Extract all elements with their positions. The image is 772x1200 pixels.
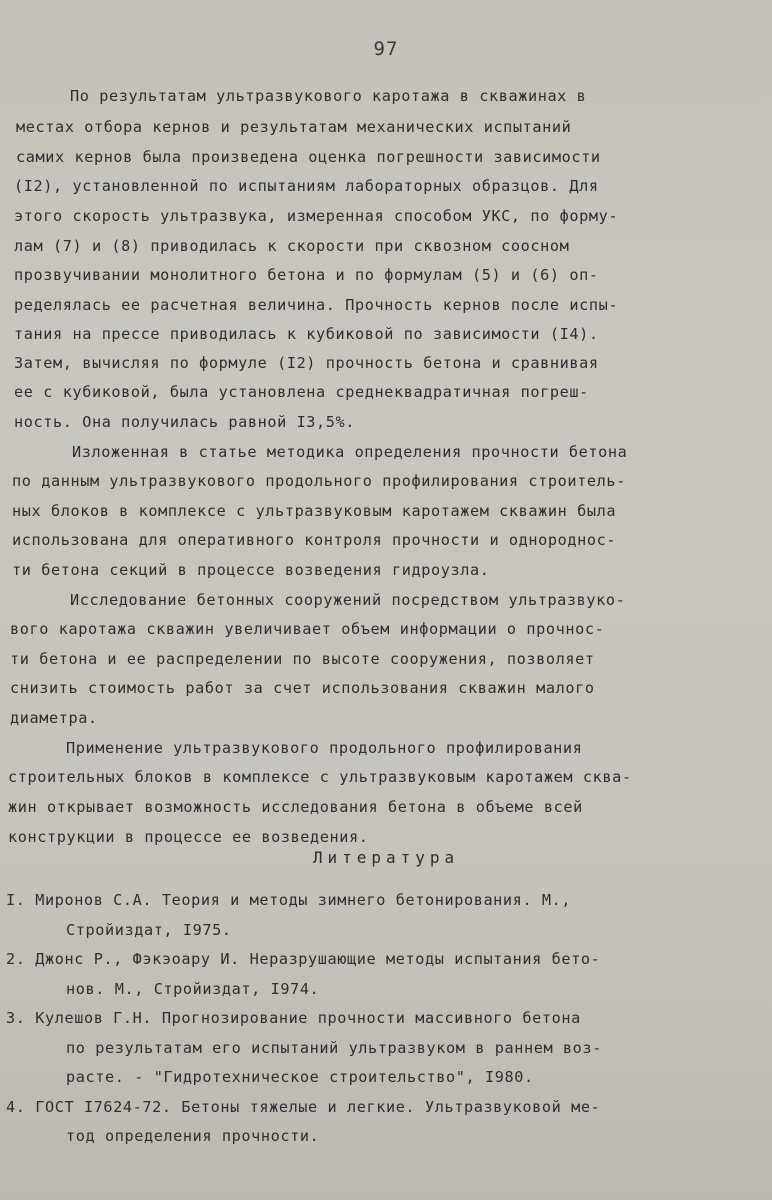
body-line: (I2), установленной по испытаниям лабораторных образцов. Для [14,177,599,195]
reference-line: нов. М., Стройиздат, I974. [66,980,320,998]
body-line: жин открывает возможность исследования бетона в объеме всей [8,798,583,816]
body-line: Изложенная в статье методика определения прочности бетона [72,443,628,461]
body-line: конструкции в процессе ее возведения. [8,828,369,846]
body-line: этого скорость ультразвука, измеренная способом УКС, по форму- [14,207,619,225]
body-line: Применение ультразвукового продольного профилирования [66,739,583,757]
literature-heading: Литература [312,848,460,867]
body-line: ных блоков в комплексе с ультразвуковым каротажем скважин была [12,502,617,520]
body-line: вого каротажа скважин увеличивает объем информации о прочнос- [10,620,605,638]
body-line: ти бетона и ее распределении по высоте сооружения, позволяет [10,650,595,668]
body-line: местах отбора кернов и результатам механических испытаний [16,118,572,136]
body-line: ее с кубиковой, была установлена среднеквадратичная погреш- [14,383,589,401]
body-line: ти бетона секций в процессе возведения гидроузла. [12,561,490,579]
reference-line: Стройиздат, I975. [66,921,232,939]
body-line: по данным ультразвукового продольного профилирования строитель- [12,472,626,490]
body-line: диаметра. [10,709,98,727]
body-line: тания на прессе приводилась к кубиковой по зависимости (I4). [14,325,599,343]
reference-line: по результатам его испытаний ультразвуком в раннем воз- [66,1039,602,1057]
reference-line: 3. Кулешов Г.Н. Прогнозирование прочности массивного бетона [6,1009,581,1027]
body-line: По результатам ультразвукового каротажа в скважинах в [70,87,587,105]
reference-line: 4. ГОСТ I7624-72. Бетоны тяжелые и легкие. Ультразвуковой ме- [6,1098,601,1116]
body-line: Исследование бетонных сооружений посредством ультразвуко- [70,591,626,609]
reference-line: расте. - "Гидротехническое строительство", I980. [66,1068,534,1086]
reference-line: 2. Джонс Р., Фэкэоару И. Неразрушающие методы испытания бето- [6,950,601,968]
body-line: прозвучивании монолитного бетона и по формулам (5) и (6) оп- [14,266,599,284]
reference-line: I. Миронов С.А. Теория и методы зимнего бетонирования. М., [6,891,572,909]
body-line: снизить стоимость работ за счет использования скважин малого [10,679,595,697]
body-line: самих кернов была произведена оценка погрешности зависимости [16,148,601,166]
body-line: ределялась ее расчетная величина. Прочность кернов после испы- [14,296,619,314]
body-line: использована для оперативного контроля прочности и однороднос- [12,531,617,549]
body-line: лам (7) и (8) приводилась к скорости при сквозном соосном [14,237,570,255]
body-line: ность. Она получилась равной I3,5%. [14,413,356,431]
body-line: Затем, вычисляя по формуле (I2) прочность бетона и сравнивая [14,354,599,372]
body-line: строительных блоков в комплексе с ультразвуковым каротажем сква- [8,768,632,786]
reference-line: тод определения прочности. [66,1127,320,1145]
page-number: 97 [373,38,399,60]
